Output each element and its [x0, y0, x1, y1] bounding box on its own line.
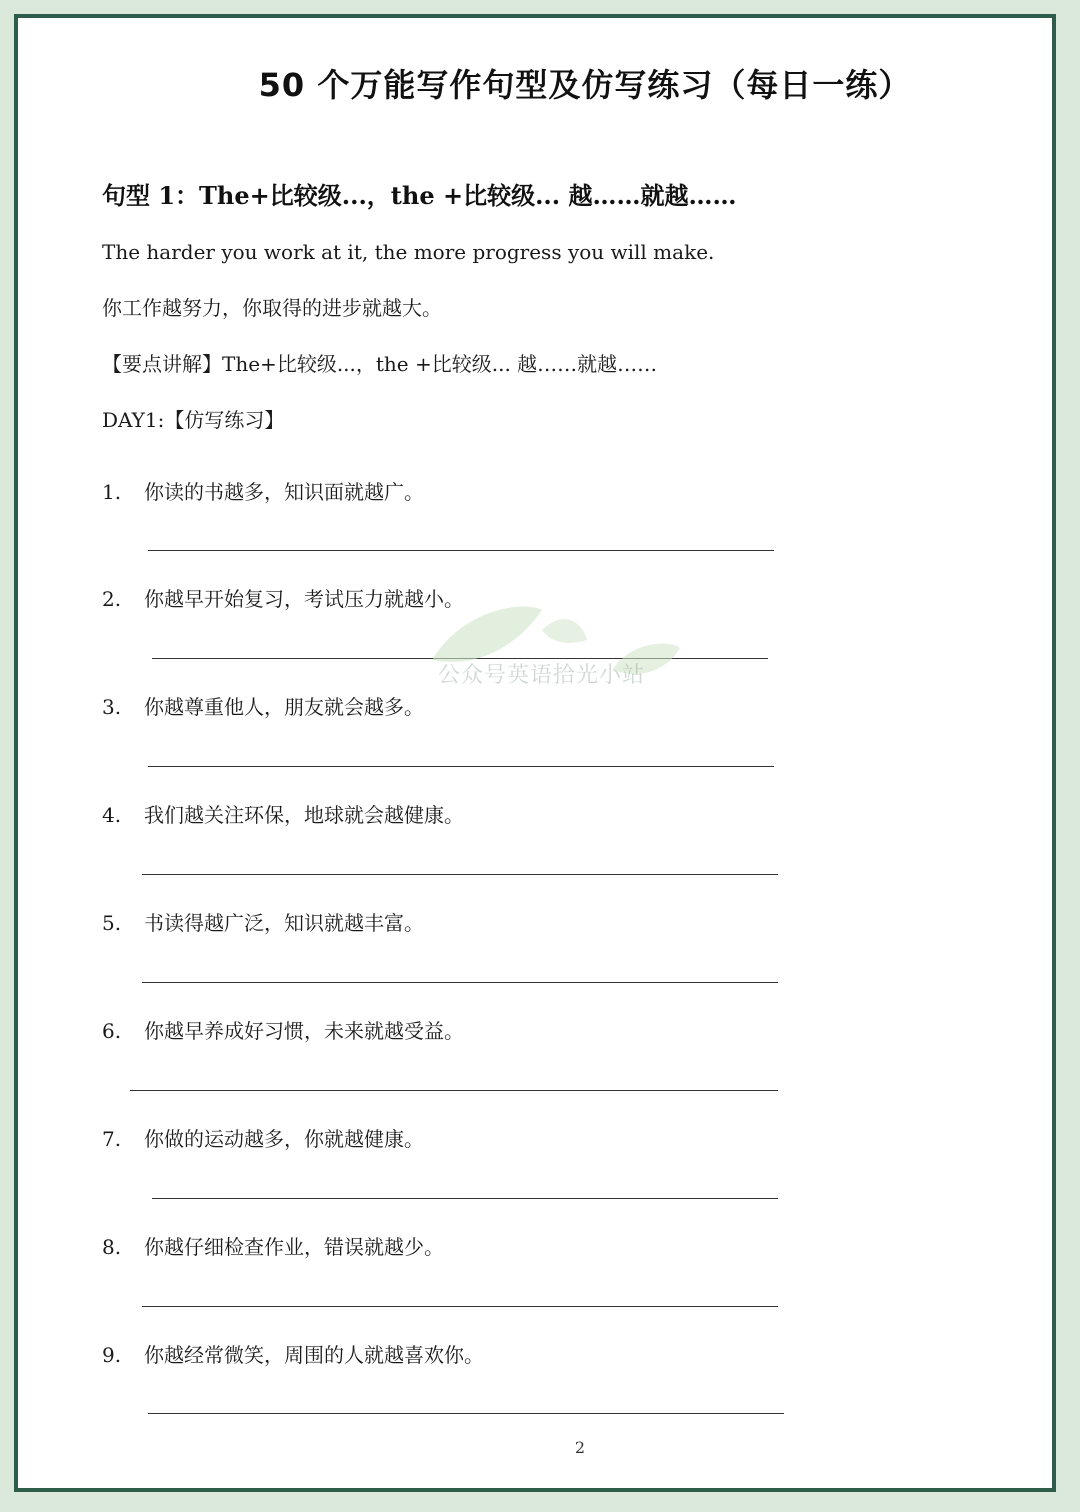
answer-line[interactable] [142, 982, 778, 983]
exercise-text: 我们越关注环保，地球就会越健康。 [144, 803, 464, 827]
exercise-item [102, 1123, 424, 1152]
answer-line[interactable] [148, 766, 774, 767]
exercise-item [102, 1015, 464, 1044]
exercise-text: 你做的运动越多，你就越健康。 [144, 1127, 424, 1151]
exercise-number: 9. [102, 1343, 122, 1367]
example-chinese: 你工作越努力，你取得的进步就越大。 [102, 296, 442, 320]
page-title: 50 个万能写作句型及仿写练习（每日一练） [258, 66, 912, 104]
exercise-number: 6. [102, 1019, 122, 1043]
exercise-number: 8. [102, 1235, 122, 1259]
exercise-text: 你越仔细检查作业，错误就越少。 [144, 1235, 444, 1259]
exercise-item [102, 1231, 444, 1260]
answer-line[interactable] [130, 1090, 778, 1091]
page-number: 2 [574, 1438, 586, 1457]
exercise-number: 3. [102, 695, 122, 719]
pattern-heading: 句型 1：The+比较级...，the +比较级... 越……就越…… [102, 181, 737, 210]
exercise-number: 7. [102, 1127, 122, 1151]
exercise-item [102, 799, 464, 828]
answer-line[interactable] [142, 1306, 778, 1307]
answer-line[interactable] [152, 1198, 778, 1199]
exercise-item [102, 691, 424, 720]
worksheet-page [14, 14, 1056, 1492]
exercise-text: 书读得越广泛，知识就越丰富。 [144, 911, 424, 935]
exercise-number: 5. [102, 911, 122, 935]
exercise-number: 2. [102, 587, 122, 611]
exercise-number: 1. [102, 480, 122, 504]
exercise-text: 你读的书越多，知识面就越广。 [144, 480, 424, 504]
exercise-text: 你越早养成好习惯，未来就越受益。 [144, 1019, 464, 1043]
exercise-text: 你越尊重他人，朋友就会越多。 [144, 695, 424, 719]
day-label: DAY1:【仿写练习】 [102, 408, 285, 432]
exercise-text: 你越经常微笑，周围的人就越喜欢你。 [144, 1343, 484, 1367]
exercise-text: 你越早开始复习，考试压力就越小。 [144, 587, 464, 611]
exercise-item [102, 476, 424, 505]
example-english: The harder you work at it, the more progress you will make. [102, 240, 715, 264]
exercise-item [102, 583, 464, 612]
answer-line[interactable] [142, 874, 778, 875]
exercise-item [102, 1339, 484, 1368]
answer-line[interactable] [148, 1413, 784, 1414]
answer-line[interactable] [148, 550, 774, 551]
exercise-item [102, 907, 424, 936]
key-point: 【要点讲解】The+比较级...，the +比较级... 越……就越…… [102, 352, 658, 376]
exercise-number: 4. [102, 803, 122, 827]
watermark-text: 公众号英语拾光小站 [438, 663, 646, 688]
